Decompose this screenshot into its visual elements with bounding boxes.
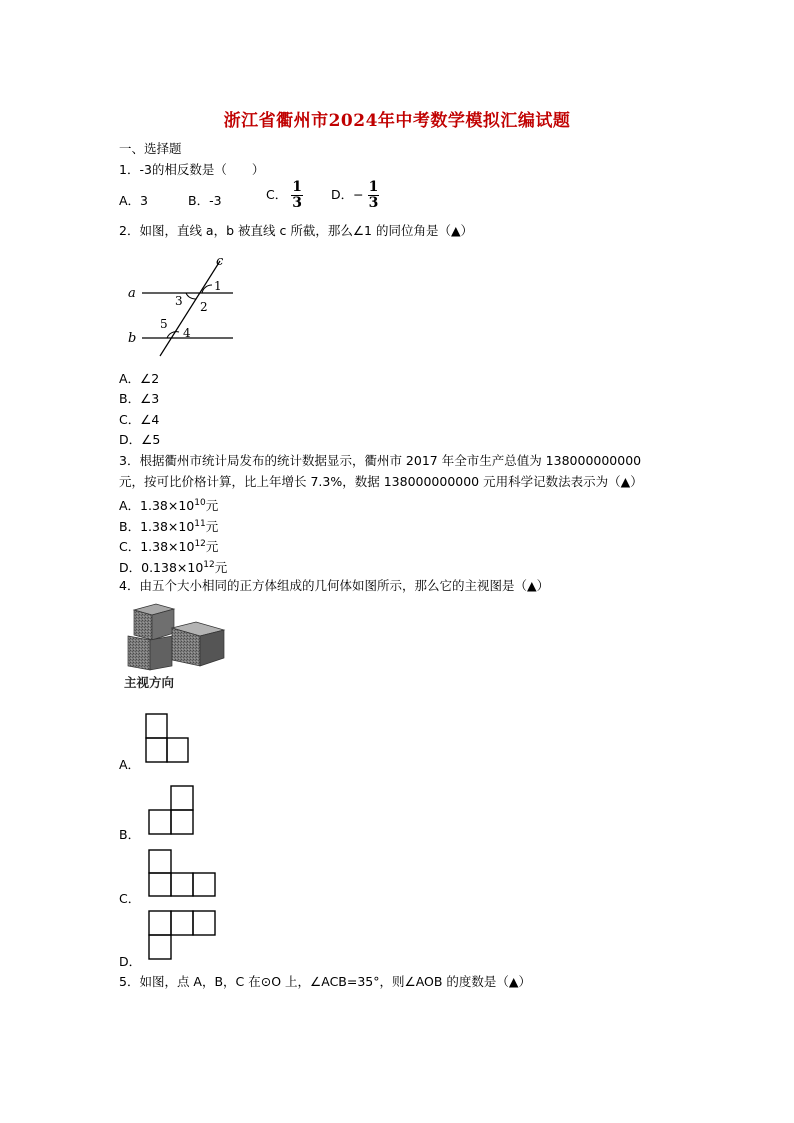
fig-label-c: c	[216, 254, 224, 269]
q3-d-unit: 元	[214, 560, 228, 576]
q1-c-denominator: 3	[292, 195, 302, 211]
q1-option-d-prefix: D．−	[331, 187, 364, 202]
fig-label-a: a	[128, 286, 136, 301]
q1-option-c-prefix: C．	[266, 187, 288, 202]
q3-b-base: B．1.38×10	[119, 519, 195, 535]
page-title: 浙江省衢州市2024年中考数学模拟汇编试题	[223, 111, 571, 131]
fig-label-angle-1: 1	[214, 279, 222, 293]
q3-b-exponent: 11	[194, 519, 206, 529]
q3-a-unit: 元	[205, 498, 219, 514]
q4-option-d-figure	[148, 910, 218, 962]
q2-figure-parallel-lines	[120, 248, 245, 360]
angle-arc-3	[186, 293, 196, 299]
q3-option-c	[119, 535, 218, 556]
q3-option-b	[119, 515, 218, 536]
q1-option-b: B．-3	[188, 193, 222, 208]
q3-c-exponent: 12	[194, 539, 206, 549]
q3-a-exponent: 10	[194, 498, 206, 508]
line-c	[160, 261, 220, 356]
fig-label-angle-4: 4	[183, 326, 191, 340]
q4-stem: 4．由五个大小相同的正方体组成的几何体如图所示，那么它的主视图是（▲）	[119, 578, 550, 593]
q4-view-direction-label: 主视方向	[124, 675, 175, 690]
q3-d-base: D．0.138×10	[119, 560, 204, 576]
q1-d-numerator: 1	[368, 179, 379, 195]
q2-stem: 2．如图，直线 a，b 被直线 c 所截，那么∠1 的同位角是（▲）	[119, 223, 474, 238]
q4-option-c-figure	[148, 849, 218, 899]
q1-option-a: A．3	[119, 193, 149, 208]
q3-c-unit: 元	[205, 539, 219, 555]
q4-option-b-label: B．	[119, 827, 141, 842]
section-heading: 一、选择题	[119, 141, 182, 156]
q2-option-d: D．∠5	[119, 432, 161, 447]
q2-option-c: C．∠4	[119, 412, 160, 427]
q3-stem-line2: 元，按可比价格计算，比上年增长 7.3%，数据 138000000000 元用科学记数法表示为（▲）	[119, 474, 643, 489]
q4-option-a-figure	[145, 713, 191, 765]
q3-b-unit: 元	[205, 519, 219, 535]
q1-option-c	[266, 180, 303, 211]
q3-d-exponent: 12	[203, 560, 215, 570]
q1-stem: 1．-3的相反数是（ ）	[119, 162, 265, 177]
q3-option-a	[119, 494, 218, 515]
q1-option-d-fraction	[368, 180, 380, 211]
q4-option-c-label: C．	[119, 891, 141, 906]
q4-cube-solid-photo	[120, 600, 230, 692]
q4-option-d-label: D．	[119, 954, 142, 969]
fig-label-b: b	[128, 331, 137, 346]
q1-option-c-fraction	[291, 180, 303, 211]
q5-stem: 5．如图，点 A，B，C 在⊙O 上，∠ACB=35°，则∠AOB 的度数是（▲）	[119, 974, 532, 989]
q2-option-a: A．∠2	[119, 371, 160, 386]
q1-d-denominator: 3	[368, 195, 379, 211]
q3-option-d	[119, 556, 227, 577]
q3-a-base: A．1.38×10	[119, 498, 195, 514]
q2-option-b: B．∠3	[119, 391, 160, 406]
q4-option-b-figure	[148, 785, 196, 837]
q4-option-a-label: A．	[119, 757, 141, 772]
fig-label-angle-3: 3	[175, 294, 183, 308]
q1-c-numerator: 1	[292, 179, 302, 195]
q3-c-base: C．1.38×10	[119, 539, 195, 555]
fig-label-angle-5: 5	[160, 317, 168, 331]
q1-option-d	[331, 180, 379, 211]
q3-stem-line1: 3．根据衢州市统计局发布的统计数据显示，衢州市 2017 年全市生产总值为 138000000000	[119, 453, 642, 468]
fig-label-angle-2: 2	[200, 300, 208, 314]
